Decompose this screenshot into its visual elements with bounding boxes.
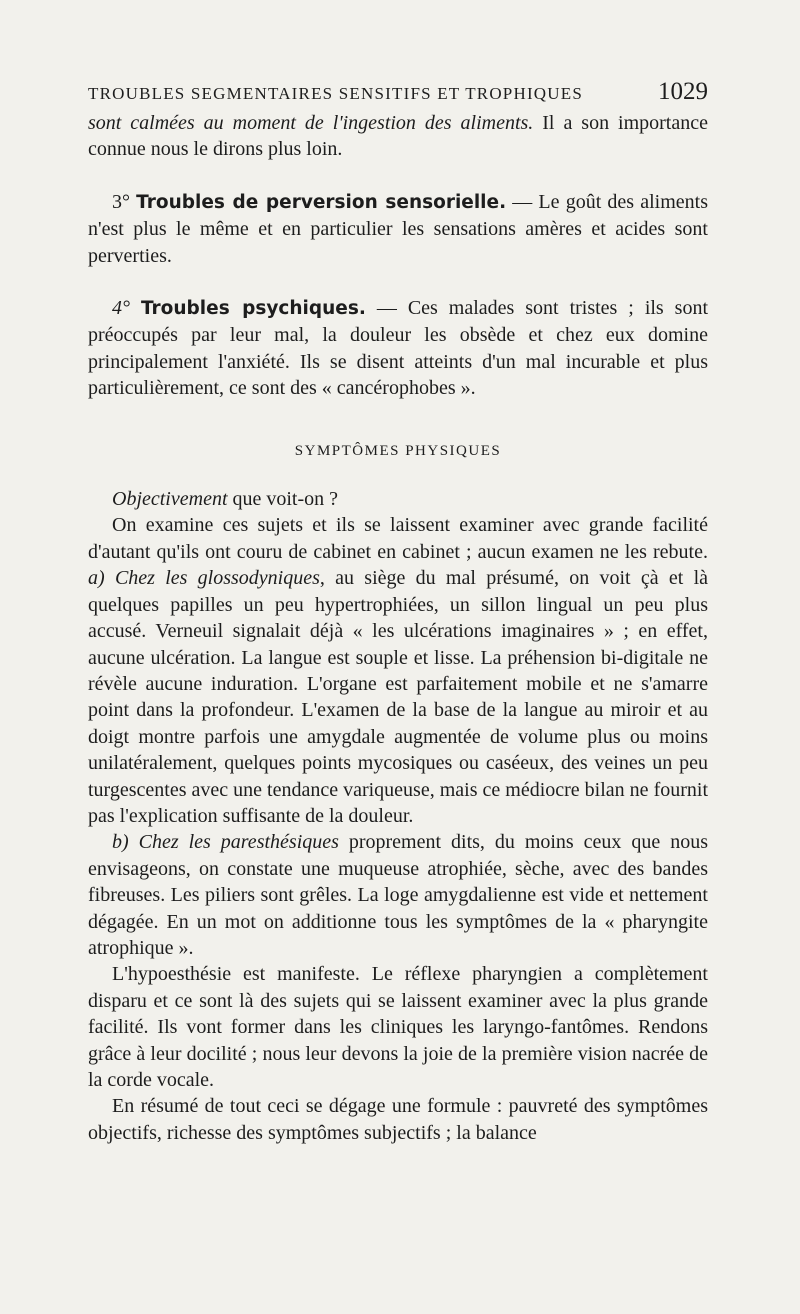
paragraph-hypoesthesie: L'hypoesthésie est manifeste. Le réflexe pharyngien a complètement disparu et ce sont là des sujets qui se laissent examiner avec la plus grande facilité. Ils vont former dans les cliniques les laryngo-fantômes. Rendons grâce à leur docilité ; nous leur devons la joie de la première vision nacrée de la corde vocale. <box>88 963 708 1091</box>
italic-phrase: Chez les glossodyniques <box>114 567 320 590</box>
page-body <box>88 110 708 1146</box>
italic-phrase: sont calmées au moment de l'ingestion des aliments. <box>88 112 534 134</box>
paragraph-resume: En résumé de tout ceci se dégage une formule : pauvreté des symptômes objectifs, richesse des symptômes subjectifs ; la balance <box>88 1095 708 1144</box>
paragraph-troubles-psychiques: 4° Troubles psychiques. — Ces malades sont tristes ; ils sont préoccupés par leur mal, la douleur les obsède et chez eux domine principalement l'anxiété. Ils se disent atteints d'un mal incurable et plus particulièrement, ce sont des « cancérophobes ». <box>88 297 709 400</box>
item-number: 3° <box>112 190 130 213</box>
paragraph-paresthesiques: b) Chez les paresthésiques proprement dits, du moins ceux que nous envisageons, on constate une muqueuse atrophiée, sèche, avec des bandes fibreuses. Les piliers sont grêles. La loge amygdalienne est vide et nettement dégagée. En un mot on additionne tous les symptômes de la « pharyngite atrophique ». <box>88 831 708 959</box>
item-label: b) <box>112 831 129 854</box>
page-header <box>88 78 708 112</box>
paragraph-objectivement: Objectivement que voit-on ? <box>112 488 339 511</box>
section-title: SYMPTÔMES PHYSIQUES <box>294 442 502 459</box>
item-number: 4° <box>112 297 130 320</box>
italic-phrase: Chez les paresthésiques <box>138 831 339 854</box>
item-label: a) <box>88 567 105 590</box>
paragraph-heading: Troubles psychiques. <box>140 298 366 320</box>
paragraph-glossodyniques: On examine ces sujets et ils se laissent examiner avec grande facilité d'autant qu'ils ont couru de cabinet en cabinet ; aucun examen ne les rebute. a) Chez les glossodyniques, au siège du mal présumé, on voit çà et là quelques papilles un peu hypertrophiées, un sillon lingual un peu plus accusé. Verneuil signalait déjà « les ulcérations imaginaires » ; en effet, aucune ulcération. La langue est souple et lisse. La préhension bi-digitale ne révèle aucune induration. L'organe est parfaitement mobile et ne s'amarre point dans la profondeur. L'examen de la base de la langue au miroir et au doigt montre parfois une amygdale augmentée de volume plus ou moins unilatéralement, quelques points mycosiques ou caséeux, des veines un peu turgescentes avec une tendance variqueuse, mais ce médiocre bilan ne fournit pas l'explication suffisante de la douleur. <box>88 514 708 827</box>
paragraph-perversion-sensorielle: 3° Troubles de perversion sensorielle. — Le goût des aliments n'est plus le même et en particulier les sensations amères et acides sont perverties. <box>88 190 708 267</box>
paragraph-heading: Troubles de perversion sensorielle. <box>136 191 507 213</box>
paragraph-1: sont calmées au moment de l'ingestion des aliments. Il a son importance connue nous le dirons plus loin. <box>88 112 708 161</box>
running-title: TROUBLES SEGMENTAIRES SENSITIFS ET TROPHIQUES <box>88 84 583 103</box>
page-number: 1029 <box>658 78 708 105</box>
italic-phrase: Objectivement <box>112 488 228 511</box>
